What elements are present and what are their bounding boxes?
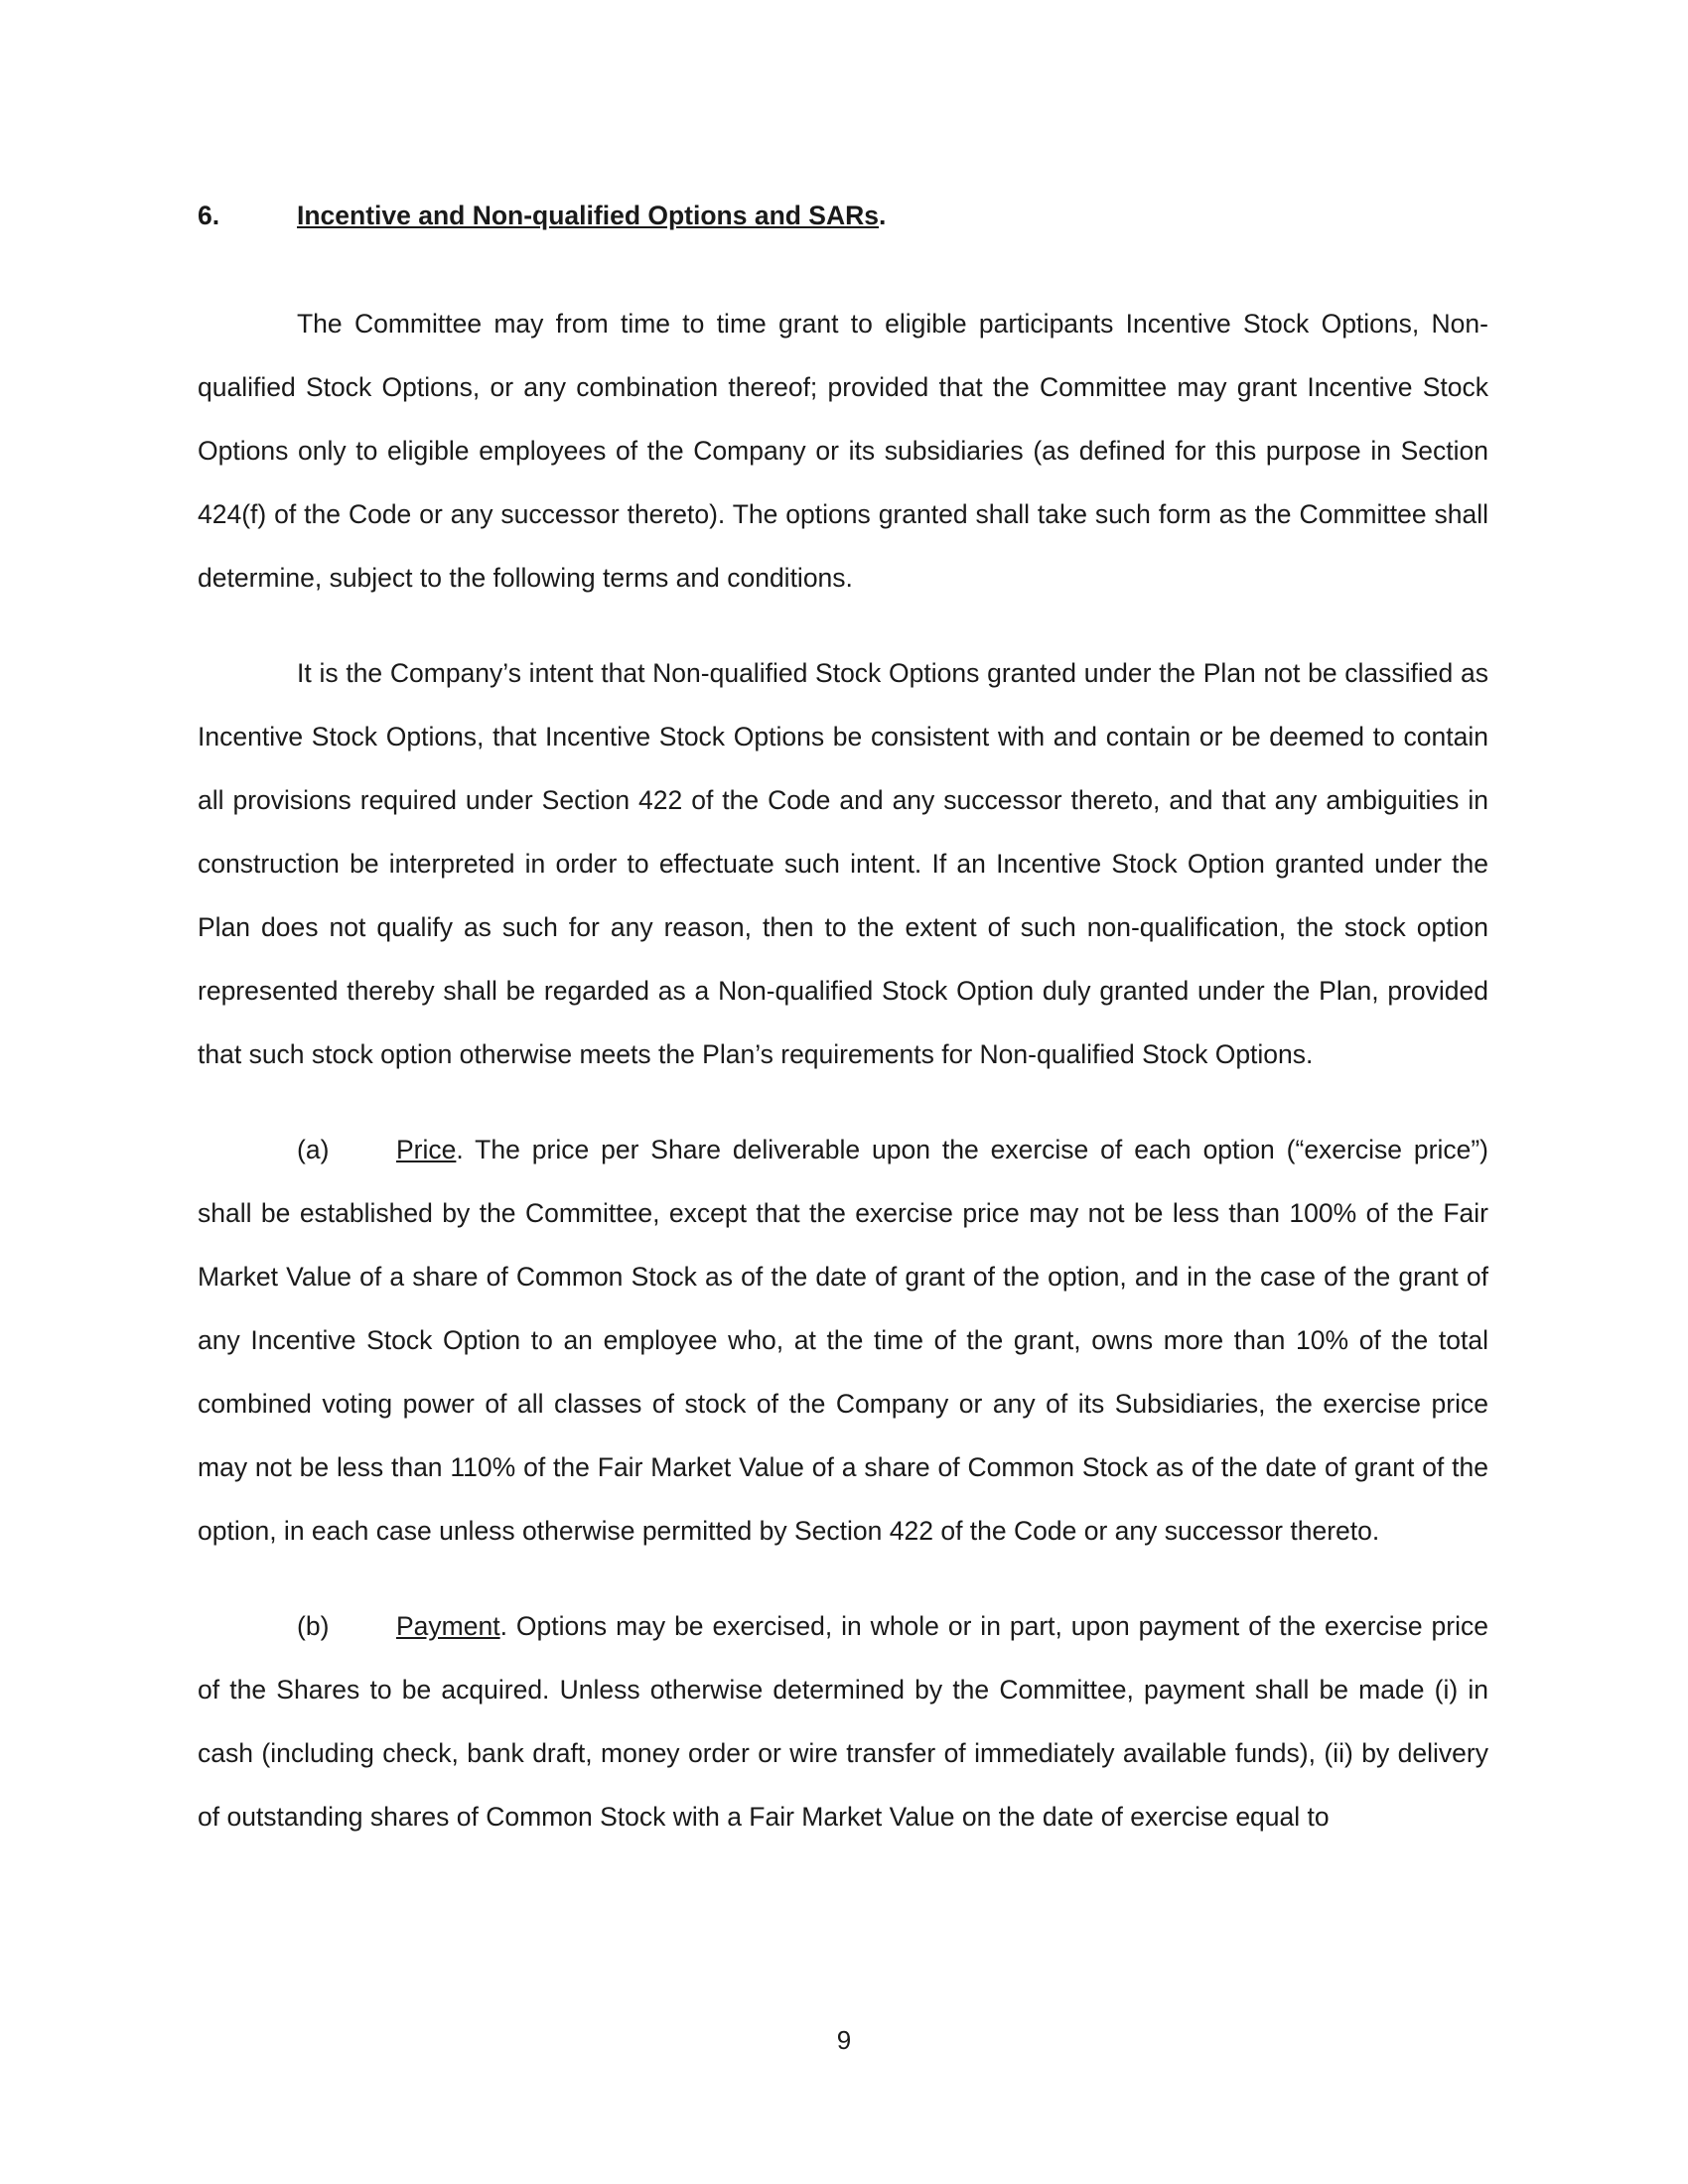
subsection-text-price: . The price per Share deliverable upon the exercise of each option (“exercise price”) shall be established by the Committee, except that the exercise price may not be less than 100% of the Fair Market Value of a share of Common Stock as of the date of grant of the option, and in the case of the grant of any Incentive Stock Option to an employee who, at the time of the grant, owns more than 10% of the total combined voting power of all classes of stock of the Company or any of its Subsidiaries, the exercise price may not be less than 110% of the Fair Market Value of a share of Common Stock as of the date of grant of the option, in each case unless otherwise permitted by Section 422 of the Code or any successor thereto. [198, 1135, 1488, 1546]
section-number: 6. [198, 201, 220, 230]
subsection-price [198, 1118, 1488, 1563]
subsection-payment [198, 1594, 1488, 1848]
subsection-label-a: (a) [297, 1135, 330, 1164]
paragraph-intro: The Committee may from time to time grant to eligible participants Incentive Stock Options, Non-qualified Stock Options, or any combination thereof; provided that the Committee may grant Incentive Stock Options only to eligible employees of the Company or its subsidiaries (as defined for this purpose in Section 424(f) of the Code or any successor thereto). The options granted shall take such form as the Committee shall determine, subject to the following terms and conditions. [198, 309, 1488, 593]
paragraph-intent: It is the Company’s intent that Non-qualified Stock Options granted under the Plan not be classified as Incentive Stock Options, that Incentive Stock Options be consistent with and contain or be deemed to contain all provisions required under Section 422 of the Code and any successor thereto, and that any ambiguities in construction be interpreted in order to effectuate such intent. If an Incentive Stock Option granted under the Plan does not qualify as such for any reason, then to the extent of such non-qualification, the stock option represented thereby shall be regarded as a Non-qualified Stock Option duly granted under the Plan, provided that such stock option otherwise meets the Plan’s requirements for Non-qualified Stock Options. [198, 658, 1488, 1069]
section-title-period: . [879, 201, 887, 230]
section-title: Incentive and Non-qualified Options and SARs [297, 201, 879, 230]
page-number: 9 [836, 2025, 852, 2055]
section-heading [198, 199, 1488, 232]
page-content [198, 199, 1488, 1880]
subsection-caption-payment: Payment [396, 1611, 500, 1641]
subsection-text-payment: . Options may be exercised, in whole or in part, upon payment of the exercise price of the Shares to be acquired. Unless otherwise determined by the Committee, payment shall be made (i) in cash (including check, bank draft, money order or wire transfer of immediately available funds), (ii) by delivery of outstanding shares of Common Stock with a Fair Market Value on the date of exercise equal to [198, 1611, 1488, 1832]
subsection-caption-price: Price [396, 1135, 457, 1164]
subsection-label-b: (b) [297, 1611, 330, 1641]
